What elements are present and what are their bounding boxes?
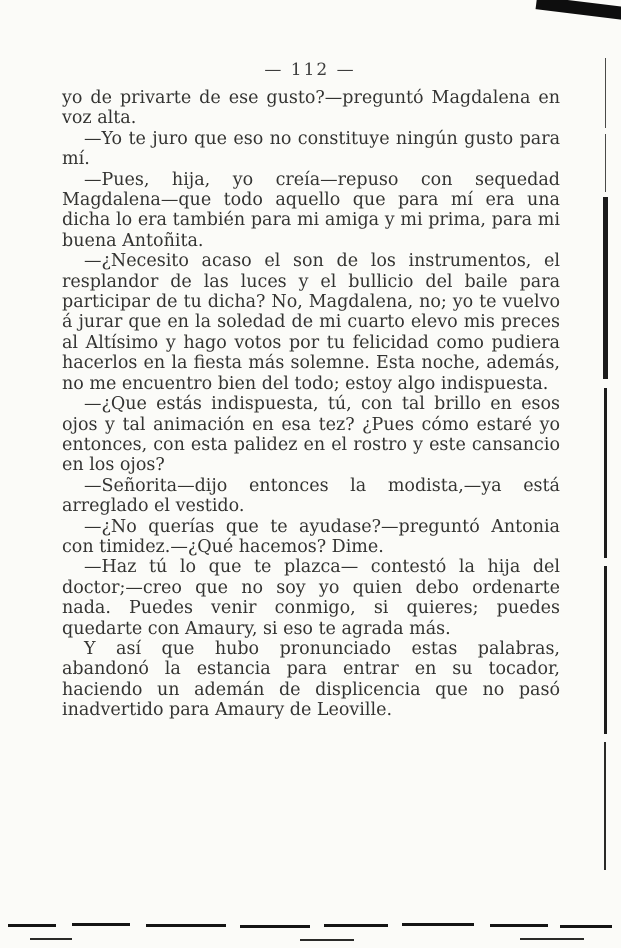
- paragraph: —¿No querías que te ayudase?—preguntó Antonia con timidez.—¿Qué hacemos? Dime.: [62, 516, 560, 557]
- paragraph: yo de privarte de ese gusto?—preguntó Magdalena en voz alta.: [62, 88, 560, 129]
- scan-artifact-edge-mark: [603, 197, 608, 379]
- paragraph: —¿Que estás indispuesta, tú, con tal brillo en esos ojos y tal animación en esa tez? ¿Pues cómo estaré yo entonces, con esta palidez en el rostro y este cansancio en los ojos?: [62, 394, 560, 476]
- scan-artifact-edge-mark: [604, 742, 606, 870]
- scan-artifact-bottom-dash: [490, 924, 548, 927]
- scan-artifact-edge-mark: [605, 134, 606, 192]
- scan-artifact-bottom-dash: [520, 938, 584, 940]
- scan-artifact-edge-mark: [604, 388, 607, 558]
- scan-artifact-edge-mark: [605, 58, 606, 128]
- scan-artifact-corner-fold: [536, 0, 621, 21]
- scan-artifact-bottom-dash: [240, 925, 310, 928]
- scan-artifact-bottom-dash: [300, 939, 354, 941]
- paragraph: Y así que hubo pronunciado estas palabras, abandonó la estancia para entrar en su tocador, haciendo un ademán de displicencia que no pasó inadvertido para Amaury de Leoville.: [62, 638, 560, 721]
- paragraph: —Yo te juro que eso no constituye ningún gusto para mí.: [62, 128, 560, 170]
- scan-artifact-edge-mark: [604, 566, 607, 734]
- scan-artifact-bottom-dash: [72, 923, 130, 926]
- text-block: [62, 88, 560, 721]
- scan-artifact-bottom-dash: [560, 925, 612, 928]
- paragraph: —Señorita—dijo entonces la modista,—ya está arreglado el vestido.: [62, 475, 560, 517]
- page-number: — 112 —: [264, 60, 356, 80]
- paragraph: —¿Necesito acaso el son de los instrumentos, el resplandor de las luces y el bullicio del baile para participar de tu dicha? No, Magdalena, no; yo te vuelvo á jurar que en la soledad de mi cuarto elevo mis preces al Altísimo y hago votos por tu felicidad como pudiera hacerlos en la fiesta más solemne. Esta noche, además, no me encuentro bien del todo; estoy algo indispuesta.: [62, 251, 560, 394]
- scan-artifact-bottom-dash: [324, 924, 388, 927]
- scan-artifact-bottom-dash: [8, 924, 56, 927]
- scan-artifact-bottom-dash: [146, 924, 226, 927]
- scan-artifact-bottom-dash: [30, 938, 72, 940]
- paragraph: —Pues, hija, yo creía—repuso con sequedad Magdalena—que todo aquello que para mí era una dicha lo era también para mi amiga y mi prima, para mi buena Antoñita.: [62, 169, 560, 251]
- paragraph: —Haz tú lo que te plazca— contestó la hija del doctor;—creo que no soy yo quien debo ordenarte nada. Puedes venir conmigo, si quieres; puedes quedarte con Amaury, si eso te agrada más.: [62, 557, 560, 639]
- scan-artifact-bottom-dash: [402, 923, 474, 926]
